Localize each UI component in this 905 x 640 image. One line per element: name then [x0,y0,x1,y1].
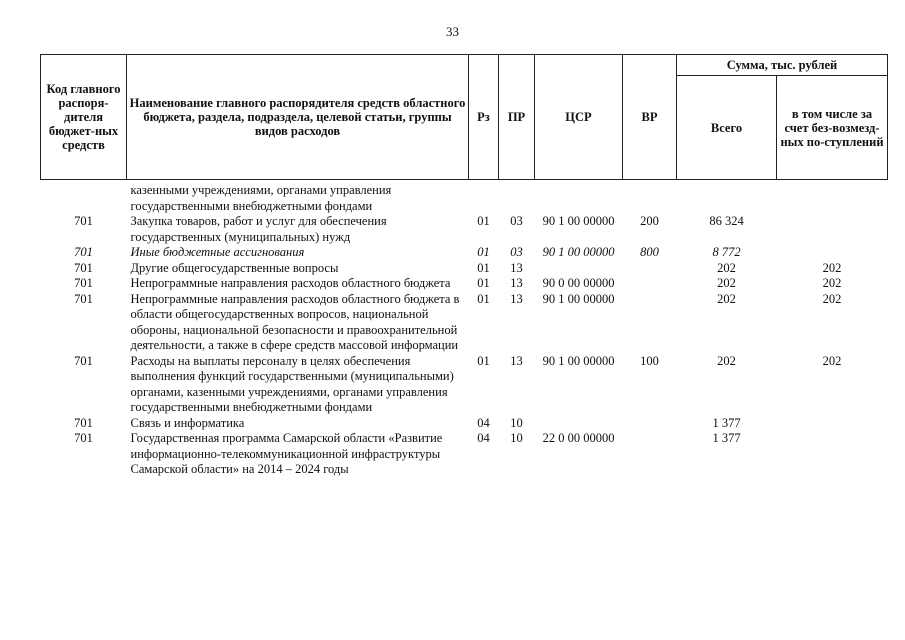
cell-pr: 13 [510,276,523,290]
cell-code: 701 [74,415,93,430]
table-row [41,180,888,215]
cell-vr [623,261,677,277]
cell-vr [623,276,677,292]
cell-rz: 04 [477,431,490,445]
cell-pr: 13 [510,260,523,275]
cell-name: Расходы на выплаты персоналу в целях обеспечения выполнения функций государственными (муниципальными) органами, казенными учреждениями, органами управления государственными внебюджетными фондами [130,353,454,414]
cell-name: Иные бюджетные ассигнования [130,245,305,259]
table-row [41,276,888,292]
cell-total: 202 [717,291,736,306]
cell-csr: 90 1 00 00000 [542,291,615,306]
cell-pr: 10 [510,415,523,430]
table-row [41,261,888,277]
cell-vr [623,416,677,432]
cell-code: 701 [74,276,93,290]
table-row [41,245,888,261]
page-number: 33 [446,24,459,39]
table-row [41,292,888,354]
cell-pr [499,180,535,215]
cell-pr: 13 [510,291,523,306]
header-total: Всего [677,76,777,180]
cell-vr [623,292,677,354]
cell-rz: 04 [477,415,490,430]
header-rz: Рз [469,55,499,180]
cell-name: Закупка товаров, работ и услуг для обеспечения государственных (муниципальных) нужд [130,214,387,244]
cell-pr: 03 [510,245,523,259]
cell-code: 701 [74,214,93,228]
cell-csr [535,261,623,277]
cell-code: 701 [74,353,93,368]
cell-incl: 202 [822,260,842,275]
cell-name: Непрограммные направления расходов областного бюджета [130,276,451,290]
cell-code: 701 [74,291,93,306]
cell-name: Другие общегосударственные вопросы [130,260,339,275]
cell-incl [777,431,888,478]
cell-name: Государственная программа Самарской области «Развитие информационно-телекоммуникационной инфраструктуры Самарской области» на 2014 – 2024 годы [130,431,443,476]
cell-code [41,180,127,215]
cell-rz [469,180,499,215]
cell-vr: 100 [640,353,659,368]
cell-csr: 22 0 00 00000 [542,431,615,445]
cell-total: 202 [717,260,736,275]
header-name: Наименование главного распорядителя средств областного бюджета, раздела, подраздела, целевой статьи, группы видов расходов [127,55,469,180]
cell-vr: 200 [640,214,659,228]
cell-total [677,180,777,215]
cell-incl: 202 [822,291,842,306]
budget-table [40,54,888,478]
table-row [41,354,888,416]
cell-vr [623,180,677,215]
cell-vr: 800 [640,245,659,259]
header-vr: ВР [623,55,677,180]
cell-code: 701 [74,431,93,445]
cell-total: 86 324 [709,214,744,228]
cell-name: Непрограммные направления расходов областного бюджета в области общегосударственных вопросов, национальной обороны, национальной безопасности и правоохранительной деятельности, а также в сфере средств массовой информации [130,291,460,352]
cell-rz: 01 [477,291,490,306]
cell-csr: 90 1 00 00000 [542,245,615,259]
cell-pr: 03 [510,214,523,228]
cell-rz: 01 [477,353,490,368]
table-row [41,214,888,245]
cell-pr: 13 [510,353,523,368]
header-csr: ЦСР [535,55,623,180]
cell-csr [535,416,623,432]
cell-vr [623,431,677,478]
cell-total: 8 772 [712,245,741,259]
cell-code: 701 [74,260,93,275]
table-row [41,416,888,432]
cell-incl [777,214,888,245]
cell-total: 202 [717,353,736,368]
cell-rz: 01 [477,260,490,275]
header-code: Код главного распоря-дителя бюджет-ных средств [41,55,127,180]
cell-total: 202 [717,276,736,290]
header-incl: в том числе за счет без-возмезд-ных по-ступлений [777,76,888,180]
cell-code: 701 [74,245,93,259]
cell-csr: 90 1 00 00000 [542,214,615,228]
cell-name: казенными учреждениями, органами управления государственными внебюджетными фондами [130,183,392,213]
cell-name: Связь и информатика [130,415,245,430]
cell-rz: 01 [477,245,490,259]
cell-incl [777,180,888,215]
cell-incl [777,416,888,432]
header-sum: Сумма, тыс. рублей [677,55,888,76]
cell-incl [777,245,888,261]
cell-total: 1 377 [712,431,741,445]
cell-pr: 10 [510,431,523,445]
table-row [41,431,888,478]
cell-csr: 90 0 00 00000 [542,276,615,290]
cell-incl: 202 [822,276,842,290]
cell-csr [535,180,623,215]
header-pr: ПР [499,55,535,180]
cell-total: 1 377 [712,415,741,430]
cell-rz: 01 [477,214,490,228]
cell-rz: 01 [477,276,490,290]
cell-csr: 90 1 00 00000 [542,353,615,368]
cell-incl: 202 [822,353,842,368]
